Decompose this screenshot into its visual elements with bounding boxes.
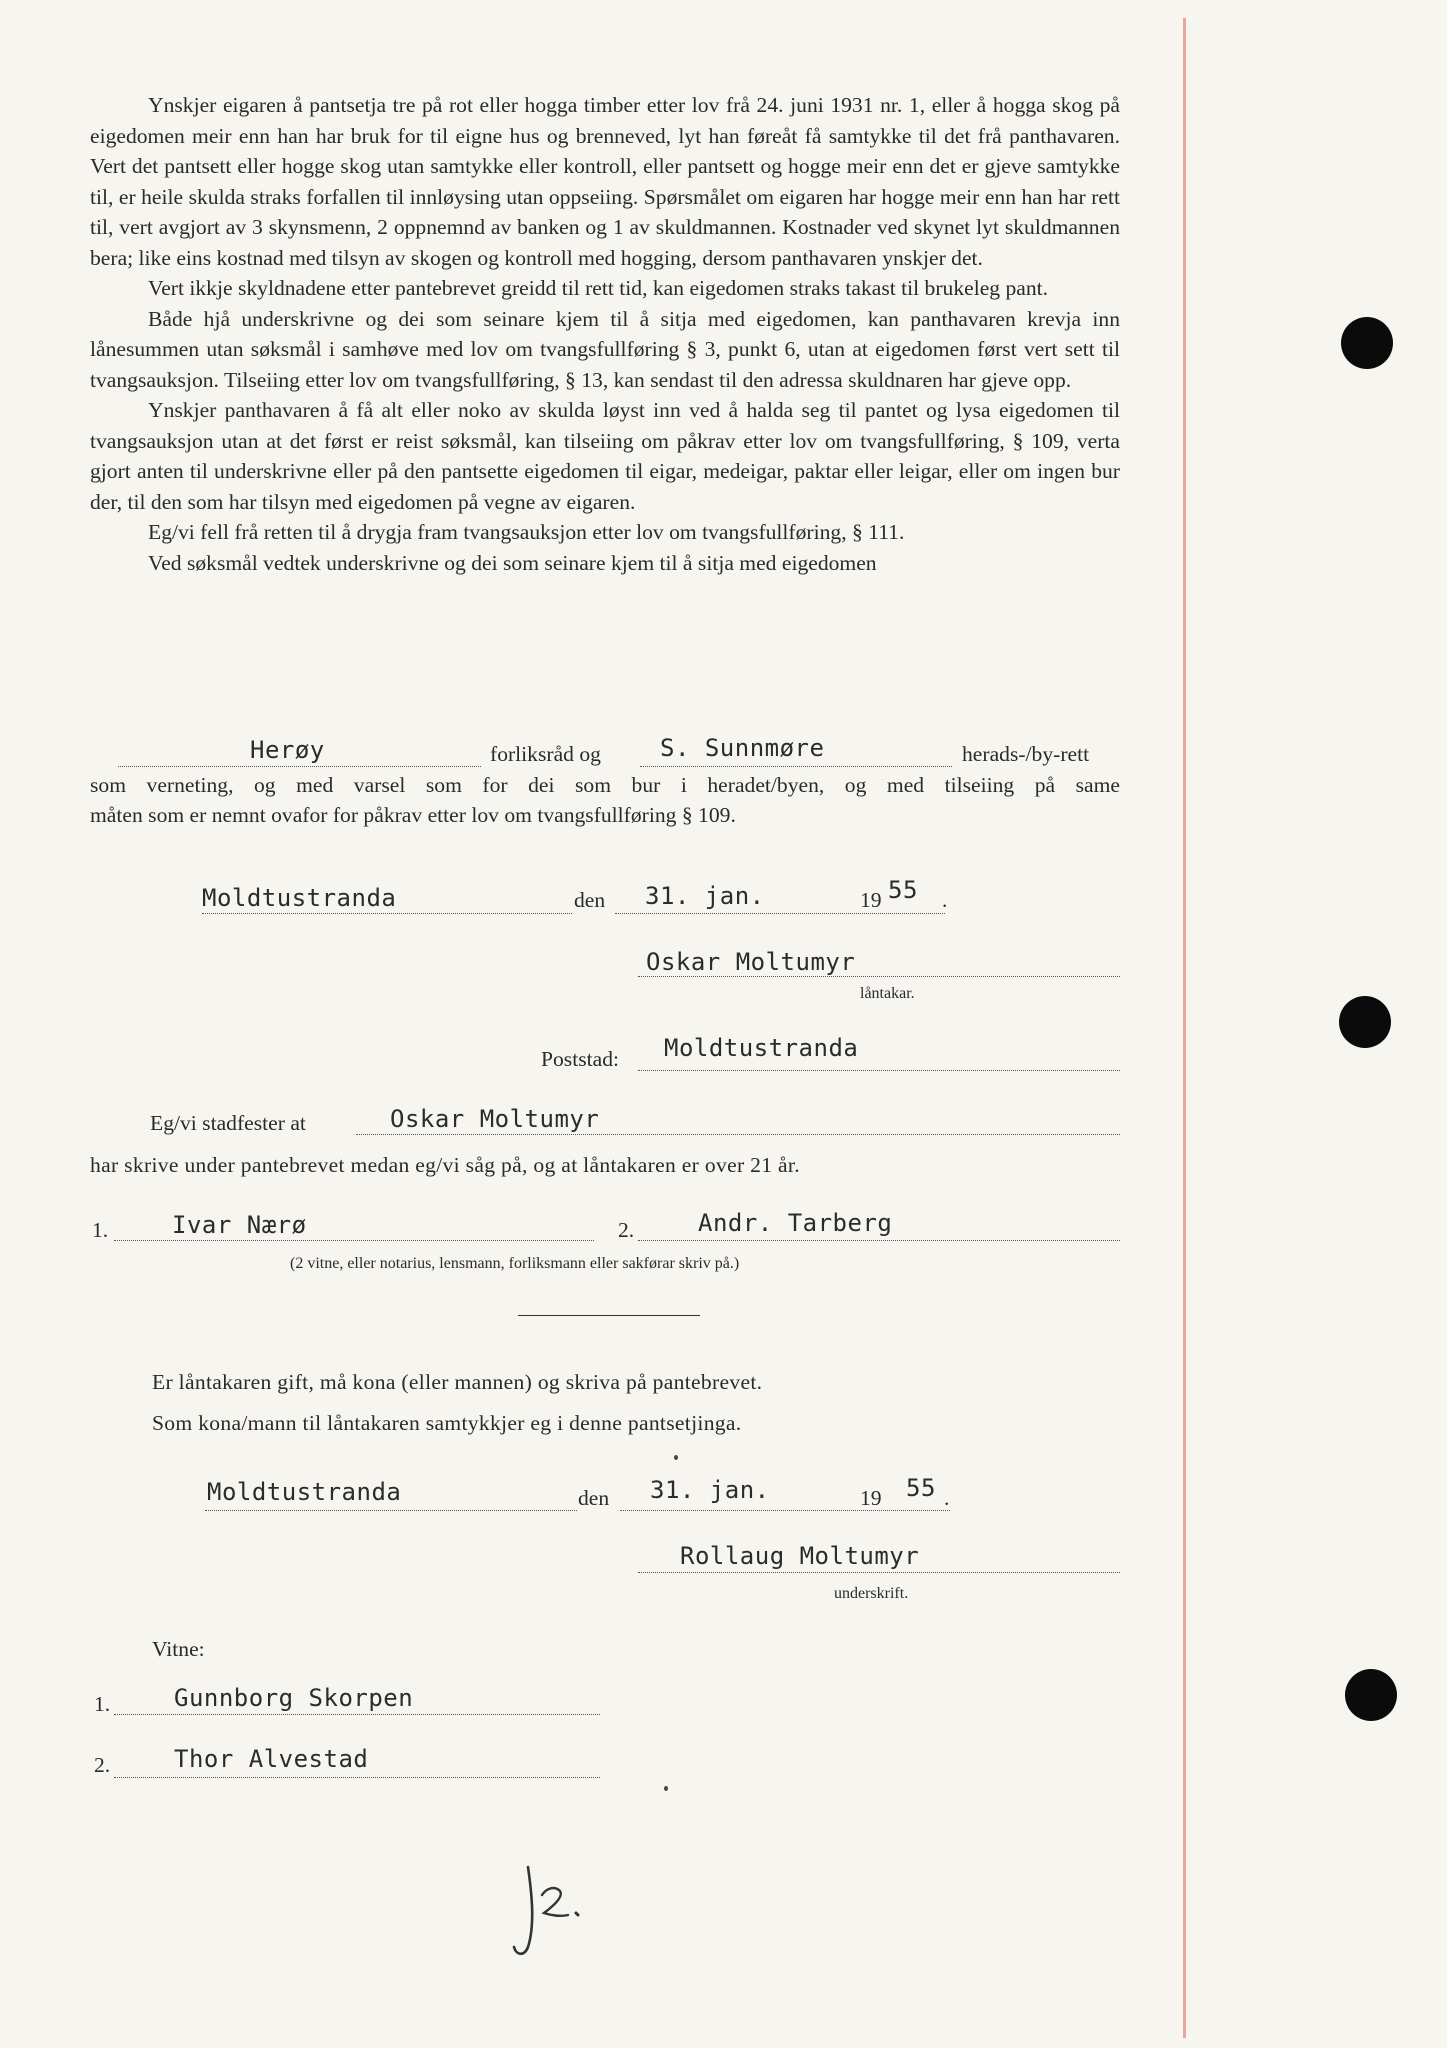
spouse-den-label: den [578, 1486, 610, 1510]
herad-line [640, 766, 952, 767]
spouse-year-prefix: 19 [860, 1486, 882, 1510]
borrower-year-suffix: 55 [888, 876, 918, 904]
borrower-date-line [615, 913, 945, 914]
witness1-name: Ivar Nærø [172, 1211, 307, 1239]
confirmation-label: Eg/vi stadfester at [150, 1111, 306, 1135]
borrower-signature-caption: låntakar. [860, 985, 915, 1002]
punch-hole-middle [1339, 996, 1391, 1048]
poststad-value: Moldtustranda [664, 1034, 859, 1062]
spouse-witness1-number: 1. [94, 1692, 111, 1716]
confirmation-statement: har skrive under pantebrevet medan eg/vi såg på, og at låntakaren er over 21 år. [90, 1153, 800, 1177]
forliksrad-line [118, 766, 481, 767]
margin-line [1183, 18, 1186, 2038]
borrower-signature-line [638, 976, 1120, 977]
borrower-place-line [202, 913, 572, 914]
ink-speck [674, 1455, 678, 1460]
forliksrad-label: forliksråd og [490, 742, 601, 766]
paragraph-default: Vert ikkje skyldnadene etter pantebrevet greidd til rett tid, kan eigedomen straks takast til brukeleg pant. [148, 276, 1049, 300]
paragraph-forest: Ynskjer eigaren å pantsetja tre på rot eller hogga timber etter lov frå 24. juni 1931 nr. 1, eller å hogga skog på eigedomen meir enn han har bruk for til eigne hus og brenneved, lyt han føreåt få samtykke til det frå panthavaren. Vert det pantsett eller hogge skog utan samtykke eller kontroll, eller pantsett og hogge meir enn det er gjeve samtykke til, er heile skulda straks forfallen til innløysing utan oppseiing. Spørsmålet om eigaren har hogge meir enn han har rett til, vert avgjort av 3 skynsmenn, 2 oppnemnd av banken og 1 av skuldmannen. Kostnader ved skynet lyt skuldmannen bera; like eins kostnad med tilsyn av skogen og kontroll med hogging, dersom panthavaren ynskjer det. [90, 93, 1120, 270]
spouse-signature-caption: underskrift. [834, 1585, 909, 1602]
herad-value: S. Sunnmøre [660, 734, 825, 762]
borrower-year-prefix: 19 [860, 888, 882, 912]
witness1-line [114, 1240, 594, 1241]
punch-hole-bottom [1345, 1669, 1397, 1721]
spouse-year-dot: . [944, 1486, 950, 1510]
section-divider [518, 1315, 700, 1316]
poststad-label: Poststad: [541, 1047, 619, 1071]
spouse-place: Moldtustranda [207, 1478, 402, 1506]
borrower-date: 31. jan. [645, 882, 765, 910]
spouse-witness2-number: 2. [94, 1753, 111, 1777]
terms-text [90, 90, 1120, 578]
spouse-witness1-line [114, 1714, 600, 1715]
spouse-line-2: Som kona/mann til låntakaren samtykkjer eg i denne pantsetjinga. [152, 1411, 742, 1435]
witness2-name: Andr. Tarberg [698, 1209, 893, 1237]
spouse-witness2-line [114, 1777, 600, 1778]
confirmation-name: Oskar Moltumyr [390, 1105, 600, 1133]
borrower-signature: Oskar Moltumyr [646, 948, 856, 976]
punch-hole-top [1341, 317, 1393, 369]
spouse-line-1: Er låntakaren gift, må kona (eller mannen) og skriva på pantebrevet. [152, 1370, 763, 1394]
herad-label: herads-/by-rett [962, 742, 1090, 766]
borrower-den-label: den [574, 888, 606, 912]
spouse-date-line [620, 1510, 950, 1511]
paragraph-auction: Ynskjer panthavaren å få alt eller noko av skulda løyst inn ved å halda seg til pantet og lysa eigedomen til tvangsauksjon utan at det først er reist søksmål, kan tilseiing om påkrav etter lov om tvangsfullføring, § 109, verta gjort anten til underskrivne eller på den pantsette eigedomen til eigar, medeigar, paktar eller leigar, eller om ingen bur der, til den som har tilsyn med eigedomen på vegne av eigaren. [90, 398, 1120, 514]
forliksrad-value: Herøy [250, 736, 325, 764]
confirmation-line [356, 1134, 1120, 1135]
spouse-witness2-name: Thor Alvestad [174, 1745, 369, 1773]
borrower-place: Moldtustranda [202, 884, 397, 912]
spouse-place-line [205, 1510, 577, 1511]
spouse-signature-line [638, 1572, 1120, 1573]
witness-note: (2 vitne, eller notarius, lensmann, forliksmann eller sakførar skriv på.) [290, 1255, 740, 1272]
borrower-year-dot: . [942, 888, 948, 912]
vitne-label: Vitne: [152, 1637, 205, 1661]
witness2-line [638, 1240, 1120, 1241]
venue-line-3: måten som er nemnt ovafor for påkrav etter lov om tvangsfullføring § 109. [90, 803, 736, 827]
spouse-year-suffix: 55 [906, 1474, 936, 1502]
poststad-line [638, 1070, 1120, 1071]
paragraph-venue: Ved søksmål vedtek underskrivne og dei som seinare kjem til å sitja med eigedomen [148, 550, 877, 575]
witness2-number: 2. [618, 1218, 635, 1242]
ink-dot [664, 1786, 668, 1791]
spouse-witness1-name: Gunnborg Skorpen [174, 1684, 414, 1712]
handwritten-initials [480, 1855, 610, 1965]
witness1-number: 1. [92, 1218, 109, 1242]
paragraph-collection: Både hjå underskrivne og dei som seinare kjem til å sitja med eigedomen, kan panthavaren krevja inn lånesummen utan søksmål i samhøve med lov om tvangsfullføring § 3, punkt 6, utan at eigedomen først vert sett til tvangsauksjon. Tilseiing etter lov om tvangsfullføring, § 13, kan sendast til den adressa skuldnaren har gjeve opp. [90, 306, 1120, 392]
spouse-date: 31. jan. [650, 1476, 770, 1504]
venue-line-2: som verneting, og med varsel som for dei som bur i heradet/byen, og med tilseiing på same [90, 773, 1120, 797]
spouse-signature: Rollaug Moltumyr [680, 1542, 920, 1570]
paragraph-waiver: Eg/vi fell frå retten til å drygja fram tvangsauksjon etter lov om tvangsfullføring, § 111. [148, 520, 905, 544]
